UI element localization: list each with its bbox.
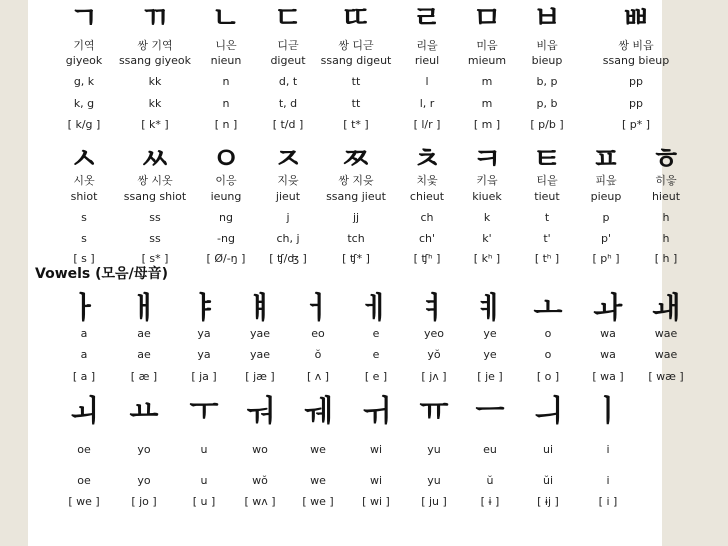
vow1-romanization-1-9: o: [544, 327, 552, 340]
cons1-romanization-2-2: kk: [148, 97, 162, 110]
vow1-romanization-1-1: a: [80, 327, 88, 340]
vow1-glyphs-5: ㅓ: [303, 291, 333, 326]
vow2-ipa-4: [ wʌ ]: [244, 495, 276, 508]
vow2-romanization-2-3: u: [200, 474, 208, 487]
cons2-glyphs-1: ㅅ: [69, 142, 99, 177]
cons1-romanization-1-5: tt: [351, 75, 361, 88]
cons2-romanization-1-5: jj: [352, 211, 360, 224]
cons2-glyphs-8: ㅌ: [532, 142, 562, 177]
vow1-glyphs-3: ㅑ: [189, 291, 219, 326]
vow2-romanization-2-1: oe: [77, 474, 91, 487]
cons1-roman-names-7: mieum: [467, 54, 507, 67]
cons2-romanization-2-1: s: [81, 232, 87, 245]
vow2-romanization-1-9: ui: [542, 443, 554, 456]
cons1-ipa-5: [ t* ]: [343, 118, 369, 131]
vow2-glyphs-5: ㅞ: [303, 394, 333, 429]
cons2-romanization-1-7: k: [483, 211, 491, 224]
cons2-ipa-9: [ pʰ ]: [592, 252, 620, 265]
vow1-ipa-8: [ je ]: [477, 370, 503, 383]
vow1-glyphs-10: ㅘ: [593, 291, 623, 326]
vow1-glyphs-8: ㅖ: [475, 291, 505, 326]
vow1-ipa-5: [ ʌ ]: [306, 370, 330, 383]
vow2-glyphs-6: ㅟ: [361, 394, 391, 429]
cons1-hangul-names-8: 비읍: [536, 39, 558, 52]
cons2-hangul-names-6: 치읓: [416, 174, 438, 187]
cons2-roman-names-6: chieut: [409, 190, 445, 203]
vow2-romanization-1-3: u: [200, 443, 208, 456]
vow2-glyphs-4: ㅝ: [245, 394, 275, 429]
vow2-ipa-2: [ jo ]: [131, 495, 157, 508]
cons1-romanization-2-1: k, g: [73, 97, 95, 110]
cons2-hangul-names-1: 시옷: [73, 174, 95, 187]
vow1-glyphs-11: ㅙ: [651, 291, 681, 326]
cons2-romanization-2-3: -ng: [217, 232, 235, 245]
vow1-ipa-6: [ e ]: [364, 370, 388, 383]
vow1-glyphs-9: ㅗ: [533, 291, 563, 326]
vow1-romanization-2-9: o: [544, 348, 552, 361]
cons2-romanization-1-8: t: [544, 211, 550, 224]
cons1-glyphs-7: ㅁ: [472, 1, 502, 36]
cons1-romanization-1-3: n: [222, 75, 230, 88]
cons1-romanization-1-4: d, t: [278, 75, 298, 88]
cons2-roman-names-10: hieut: [651, 190, 681, 203]
cons2-hangul-names-4: 지읒: [277, 174, 299, 187]
cons2-ipa-1: [ s ]: [73, 252, 95, 265]
vow1-ipa-7: [ jʌ ]: [421, 370, 447, 383]
vow2-ipa-3: [ u ]: [192, 495, 216, 508]
vow2-glyphs-2: ㅛ: [129, 394, 159, 429]
vow2-romanization-2-8: ŭ: [486, 474, 494, 487]
cons1-glyphs-1: ㄱ: [69, 1, 99, 36]
vow2-ipa-10: [ i ]: [598, 495, 618, 508]
cons2-romanization-1-10: h: [662, 211, 670, 224]
cons1-ipa-4: [ t/d ]: [272, 118, 304, 131]
vow1-romanization-2-5: ŏ: [314, 348, 322, 361]
vow1-romanization-2-3: ya: [197, 348, 211, 361]
vow2-romanization-1-5: we: [310, 443, 326, 456]
cons2-ipa-7: [ kʰ ]: [473, 252, 501, 265]
cons2-ipa-8: [ tʰ ]: [534, 252, 560, 265]
cons2-ipa-3: [ Ø/-ŋ ]: [206, 252, 246, 265]
vow2-romanization-1-8: eu: [483, 443, 497, 456]
cons2-roman-names-9: pieup: [590, 190, 622, 203]
cons2-romanization-2-5: tch: [347, 232, 365, 245]
vow1-glyphs-7: ㅕ: [419, 291, 449, 326]
cons1-roman-names-3: nieun: [210, 54, 242, 67]
cons2-hangul-names-5: 쌍 지읒: [338, 174, 374, 187]
vow1-romanization-1-2: ae: [137, 327, 151, 340]
cons2-ipa-6: [ ʧʰ ]: [413, 252, 441, 265]
cons2-hangul-names-7: 키읔: [476, 174, 498, 187]
cons1-romanization-1-1: g, k: [73, 75, 95, 88]
cons1-roman-names-1: giyeok: [65, 54, 103, 67]
cons1-roman-names-8: bieup: [531, 54, 563, 67]
vow1-romanization-1-4: yae: [249, 327, 271, 340]
vow1-romanization-2-4: yae: [249, 348, 271, 361]
cons1-romanization-2-6: l, r: [419, 97, 435, 110]
vow1-romanization-2-6: e: [372, 348, 380, 361]
vow2-romanization-2-5: we: [310, 474, 326, 487]
cons1-hangul-names-2: 쌍 기역: [137, 39, 173, 52]
cons1-ipa-3: [ n ]: [214, 118, 238, 131]
cons1-glyphs-9: ㅃ: [621, 1, 651, 36]
cons2-ipa-10: [ h ]: [654, 252, 678, 265]
cons2-romanization-2-2: ss: [149, 232, 161, 245]
vow1-romanization-2-1: a: [80, 348, 88, 361]
vow2-glyphs-1: ㅚ: [69, 394, 99, 429]
vow2-glyphs-3: ㅜ: [189, 394, 219, 429]
cons2-glyphs-2: ㅆ: [140, 142, 170, 177]
vow1-ipa-1: [ a ]: [72, 370, 96, 383]
vow1-romanization-1-8: ye: [483, 327, 497, 340]
vow1-ipa-3: [ ja ]: [191, 370, 217, 383]
vow2-glyphs-9: ㅢ: [533, 394, 563, 429]
cons2-roman-names-4: jieut: [275, 190, 301, 203]
cons1-hangul-names-3: 니은: [215, 39, 237, 52]
cons1-ipa-1: [ k/g ]: [67, 118, 101, 131]
vow1-ipa-11: [ wæ ]: [648, 370, 684, 383]
vow1-ipa-9: [ o ]: [536, 370, 560, 383]
vow2-ipa-6: [ wi ]: [362, 495, 390, 508]
cons1-romanization-1-6: l: [425, 75, 429, 88]
vow1-romanization-1-11: wae: [654, 327, 678, 340]
cons2-romanization-1-1: s: [81, 211, 87, 224]
vow2-romanization-2-2: yo: [137, 474, 151, 487]
cons1-hangul-names-1: 기역: [73, 39, 95, 52]
vow2-romanization-2-7: yu: [427, 474, 441, 487]
vow1-glyphs-2: ㅐ: [129, 291, 159, 326]
vow1-romanization-1-7: yeo: [423, 327, 444, 340]
cons2-romanization-2-4: ch, j: [276, 232, 300, 245]
vow1-ipa-4: [ jæ ]: [245, 370, 275, 383]
cons2-romanization-2-7: k': [482, 232, 492, 245]
vow1-romanization-2-7: yŏ: [427, 348, 441, 361]
cons1-ipa-8: [ p/b ]: [530, 118, 564, 131]
cons1-hangul-names-5: 쌍 디귿: [338, 39, 374, 52]
vow2-romanization-2-6: wi: [369, 474, 383, 487]
vow1-romanization-1-5: eo: [311, 327, 325, 340]
cons2-roman-names-7: kiuek: [472, 190, 502, 203]
cons2-hangul-names-9: 피읖: [595, 174, 617, 187]
vow2-glyphs-7: ㅠ: [419, 394, 449, 429]
vow2-romanization-1-4: wo: [252, 443, 268, 456]
cons1-ipa-2: [ k* ]: [141, 118, 169, 131]
cons2-romanization-1-6: ch: [420, 211, 434, 224]
vow1-romanization-2-10: wa: [600, 348, 616, 361]
cons1-ipa-7: [ m ]: [473, 118, 501, 131]
cons1-romanization-1-9: pp: [629, 75, 643, 88]
cons1-roman-names-6: rieul: [414, 54, 440, 67]
vow2-romanization-1-1: oe: [77, 443, 91, 456]
cons1-romanization-2-9: pp: [629, 97, 643, 110]
cons2-romanization-1-2: ss: [149, 211, 161, 224]
cons1-glyphs-8: ㅂ: [532, 1, 562, 36]
cons2-glyphs-7: ㅋ: [472, 142, 502, 177]
vow2-glyphs-8: ㅡ: [475, 394, 505, 429]
cons1-glyphs-6: ㄹ: [412, 1, 442, 36]
vowels-heading: Vowels (모음/母音): [35, 266, 169, 282]
vow1-glyphs-4: ㅒ: [245, 291, 275, 326]
vow1-ipa-2: [ æ ]: [130, 370, 158, 383]
vow1-ipa-10: [ wa ]: [592, 370, 624, 383]
cons2-hangul-names-3: 이응: [215, 174, 237, 187]
cons2-roman-names-3: ieung: [210, 190, 242, 203]
vow1-romanization-2-11: wae: [654, 348, 678, 361]
cons1-glyphs-3: ㄴ: [211, 1, 241, 36]
vow1-romanization-1-10: wa: [600, 327, 616, 340]
cons1-romanization-1-2: kk: [148, 75, 162, 88]
hangul-chart: [28, 0, 684, 546]
cons2-glyphs-4: ㅈ: [273, 142, 303, 177]
vow2-romanization-2-4: wŏ: [252, 474, 268, 487]
vow2-ipa-9: [ ɨj ]: [537, 495, 559, 508]
cons1-romanization-2-7: m: [481, 97, 493, 110]
cons1-romanization-2-3: n: [222, 97, 230, 110]
cons2-romanization-2-8: t': [543, 232, 551, 245]
cons1-roman-names-5: ssang digeut: [320, 54, 392, 67]
vow1-romanization-1-6: e: [372, 327, 380, 340]
vow1-glyphs-6: ㅔ: [361, 291, 391, 326]
vow2-romanization-1-2: yo: [137, 443, 151, 456]
cons1-ipa-6: [ l/r ]: [413, 118, 441, 131]
cons2-romanization-2-10: h: [662, 232, 670, 245]
cons2-romanization-1-4: j: [286, 211, 290, 224]
cons2-ipa-2: [ s* ]: [141, 252, 169, 265]
vow2-romanization-1-6: wi: [369, 443, 383, 456]
cons2-roman-names-8: tieut: [534, 190, 560, 203]
vow2-ipa-1: [ we ]: [68, 495, 100, 508]
vow2-glyphs-10: ㅣ: [593, 394, 623, 429]
vow2-romanization-2-10: i: [606, 474, 610, 487]
cons2-roman-names-1: shiot: [70, 190, 98, 203]
cons2-roman-names-5: ssang jieut: [326, 190, 386, 203]
vow2-romanization-1-10: i: [606, 443, 610, 456]
cons2-hangul-names-8: 티읕: [536, 174, 558, 187]
cons1-hangul-names-7: 미음: [476, 39, 498, 52]
vow2-romanization-2-9: ŭi: [542, 474, 554, 487]
cons1-hangul-names-6: 리을: [416, 39, 438, 52]
cons2-romanization-1-3: ng: [219, 211, 233, 224]
cons2-glyphs-3: ㅇ: [211, 142, 241, 177]
cons2-hangul-names-2: 쌍 시옷: [137, 174, 173, 187]
cons1-romanization-2-5: tt: [351, 97, 361, 110]
cons2-romanization-2-9: p': [600, 232, 611, 245]
cons1-hangul-names-9: 쌍 비읍: [618, 39, 654, 52]
cons1-romanization-1-8: b, p: [536, 75, 558, 88]
cons1-romanization-1-7: m: [481, 75, 493, 88]
cons2-glyphs-6: ㅊ: [412, 142, 442, 177]
cons2-romanization-2-6: ch': [418, 232, 436, 245]
cons2-glyphs-5: ㅉ: [341, 142, 371, 177]
vow1-romanization-2-8: ye: [483, 348, 497, 361]
cons2-hangul-names-10: 히읗: [655, 174, 677, 187]
vow2-ipa-8: [ ɨ ]: [480, 495, 500, 508]
cons2-ipa-4: [ ʧ/ʤ ]: [269, 252, 307, 265]
cons1-glyphs-4: ㄷ: [273, 1, 303, 36]
vow1-glyphs-1: ㅏ: [69, 291, 99, 326]
cons1-roman-names-9: ssang bieup: [602, 54, 670, 67]
cons1-ipa-9: [ p* ]: [621, 118, 651, 131]
cons1-glyphs-5: ㄸ: [341, 1, 371, 36]
cons2-glyphs-9: ㅍ: [591, 142, 621, 177]
vow1-romanization-2-2: ae: [137, 348, 151, 361]
cons1-romanization-2-4: t, d: [278, 97, 298, 110]
vow2-romanization-1-7: yu: [427, 443, 441, 456]
vow1-romanization-1-3: ya: [197, 327, 211, 340]
cons2-glyphs-10: ㅎ: [651, 142, 681, 177]
cons1-glyphs-2: ㄲ: [140, 1, 170, 36]
vow2-ipa-7: [ ju ]: [421, 495, 447, 508]
cons1-roman-names-2: ssang giyeok: [118, 54, 192, 67]
cons1-roman-names-4: digeut: [270, 54, 306, 67]
vow2-ipa-5: [ we ]: [302, 495, 334, 508]
cons2-ipa-5: [ ʧ* ]: [342, 252, 370, 265]
cons2-roman-names-2: ssang shiot: [123, 190, 187, 203]
cons2-romanization-1-9: p: [602, 211, 610, 224]
cons1-romanization-2-8: p, b: [536, 97, 558, 110]
cons1-hangul-names-4: 디귿: [277, 39, 299, 52]
